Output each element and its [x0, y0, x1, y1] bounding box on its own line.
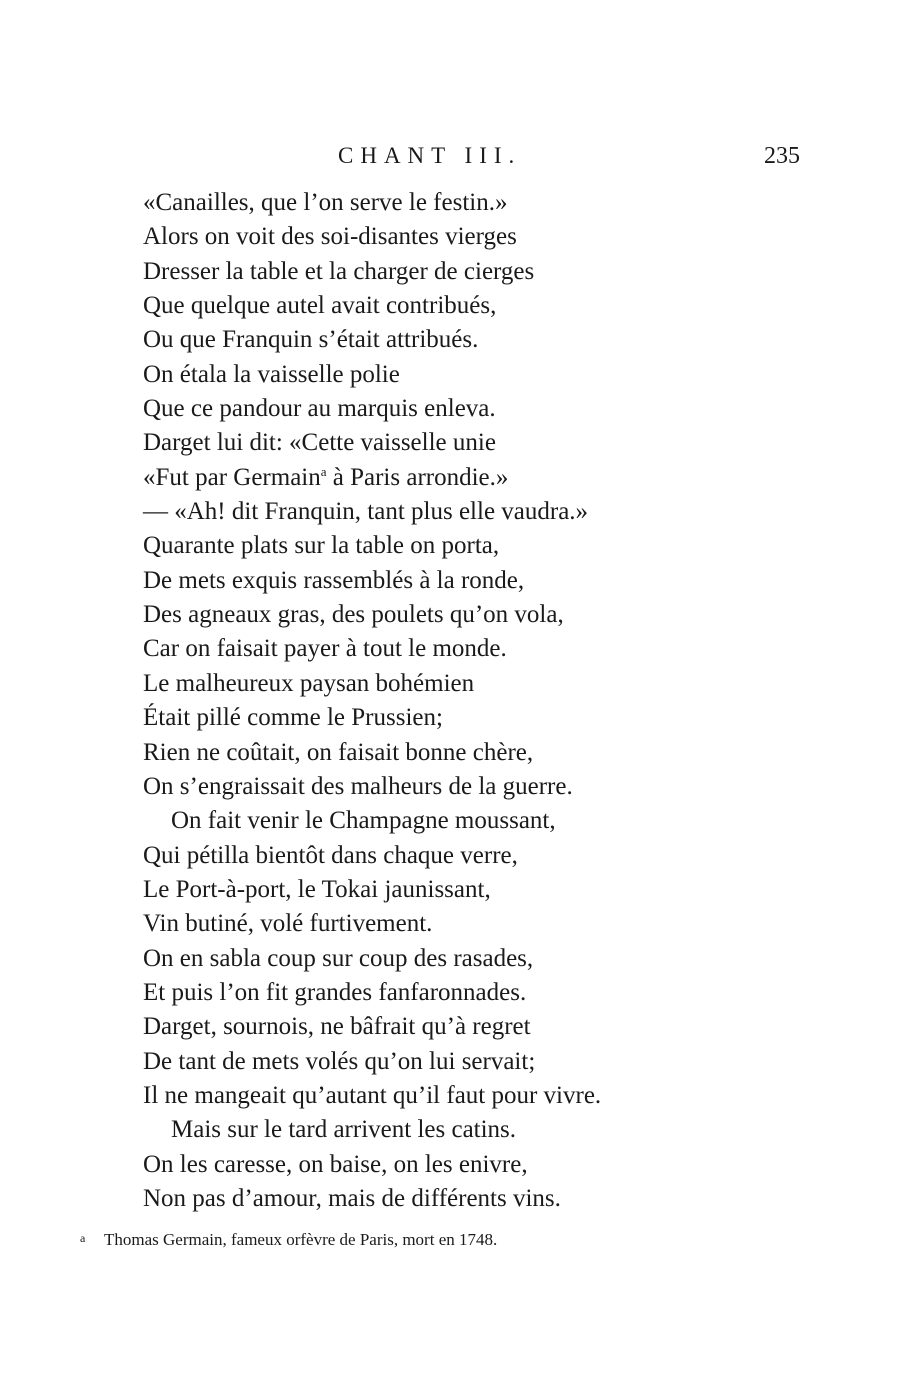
verse-line: Darget, sournois, ne bâfrait qu’à regret [143, 1013, 531, 1041]
verse-line: On étala la vaisselle polie [143, 360, 400, 388]
verse-line: Qui pétilla bientôt dans chaque verre, [143, 841, 518, 869]
verse-line: Car on faisait payer à tout le monde. [143, 635, 507, 663]
verse-line: Il ne mangeait qu’autant qu’il faut pour vivre. [143, 1081, 602, 1109]
verse-line: Le Port-à-port, le Tokai jaunissant, [143, 875, 491, 903]
verse-line: Non pas d’amour, mais de différents vins. [143, 1184, 561, 1212]
verse-line: «Canailles, que l’on serve le festin.» [143, 189, 508, 216]
verse-line: Le malheureux paysan bohémien [143, 669, 475, 697]
chapter-title: CHANT III. [338, 143, 522, 168]
verse-line-end: à Paris arrondie.» [326, 463, 509, 491]
footnote-reference-mark: a [320, 463, 327, 479]
verse-line: On en sabla coup sur coup des rasades, [143, 944, 534, 972]
verse-line: Quarante plats sur la table on porta, [143, 532, 500, 560]
verse-line: On s’engraissait des malheurs de la guerre. [143, 772, 573, 800]
footnote [80, 1226, 780, 1252]
page-number: 235 [764, 143, 800, 169]
verse-line: On les caresse, on baise, on les enivre, [143, 1150, 528, 1178]
verse-line: Darget lui dit: «Cette vaisselle unie [143, 429, 496, 457]
verse-line: Et puis l’on fit grandes fanfaronnades. [143, 978, 527, 1006]
footnote-text: Thomas Germain, fameux orfèvre de Paris, mort en 1748. [104, 1230, 498, 1249]
verse-line-with-footnote [143, 461, 783, 495]
verse-line: Était pillé comme le Prussien; [143, 704, 443, 732]
verse-line: Dresser la table et la charger de cierges [143, 257, 535, 285]
verse-line: Vin butiné, volé furtivement. [143, 910, 433, 938]
verse-line-indented: On fait venir le Champagne moussant, [171, 807, 556, 835]
verse-line: Que ce pandour au marquis enleva. [143, 395, 496, 423]
verse-line: De mets exquis rassemblés à la ronde, [143, 566, 525, 594]
verse-line: Ou que Franquin s’était attribués. [143, 326, 479, 354]
verse-body [143, 186, 783, 1216]
footnote-mark: a [80, 1231, 86, 1245]
verse-line: Des agneaux gras, des poulets qu’on vola, [143, 601, 564, 629]
running-head [0, 140, 900, 172]
verse-line: Rien ne coûtait, on faisait bonne chère, [143, 738, 534, 766]
verse-line-start: «Fut par Germain [143, 463, 321, 491]
verse-line-indented: Mais sur le tard arrivent les catins. [171, 1116, 517, 1144]
verse-line: — «Ah! dit Franquin, tant plus elle vaudra.» [143, 498, 589, 526]
verse-line: Alors on voit des soi-disantes vierges [143, 223, 517, 251]
verse-line: De tant de mets volés qu’on lui servait; [143, 1047, 536, 1075]
verse-line: Que quelque autel avait contribués, [143, 292, 497, 320]
